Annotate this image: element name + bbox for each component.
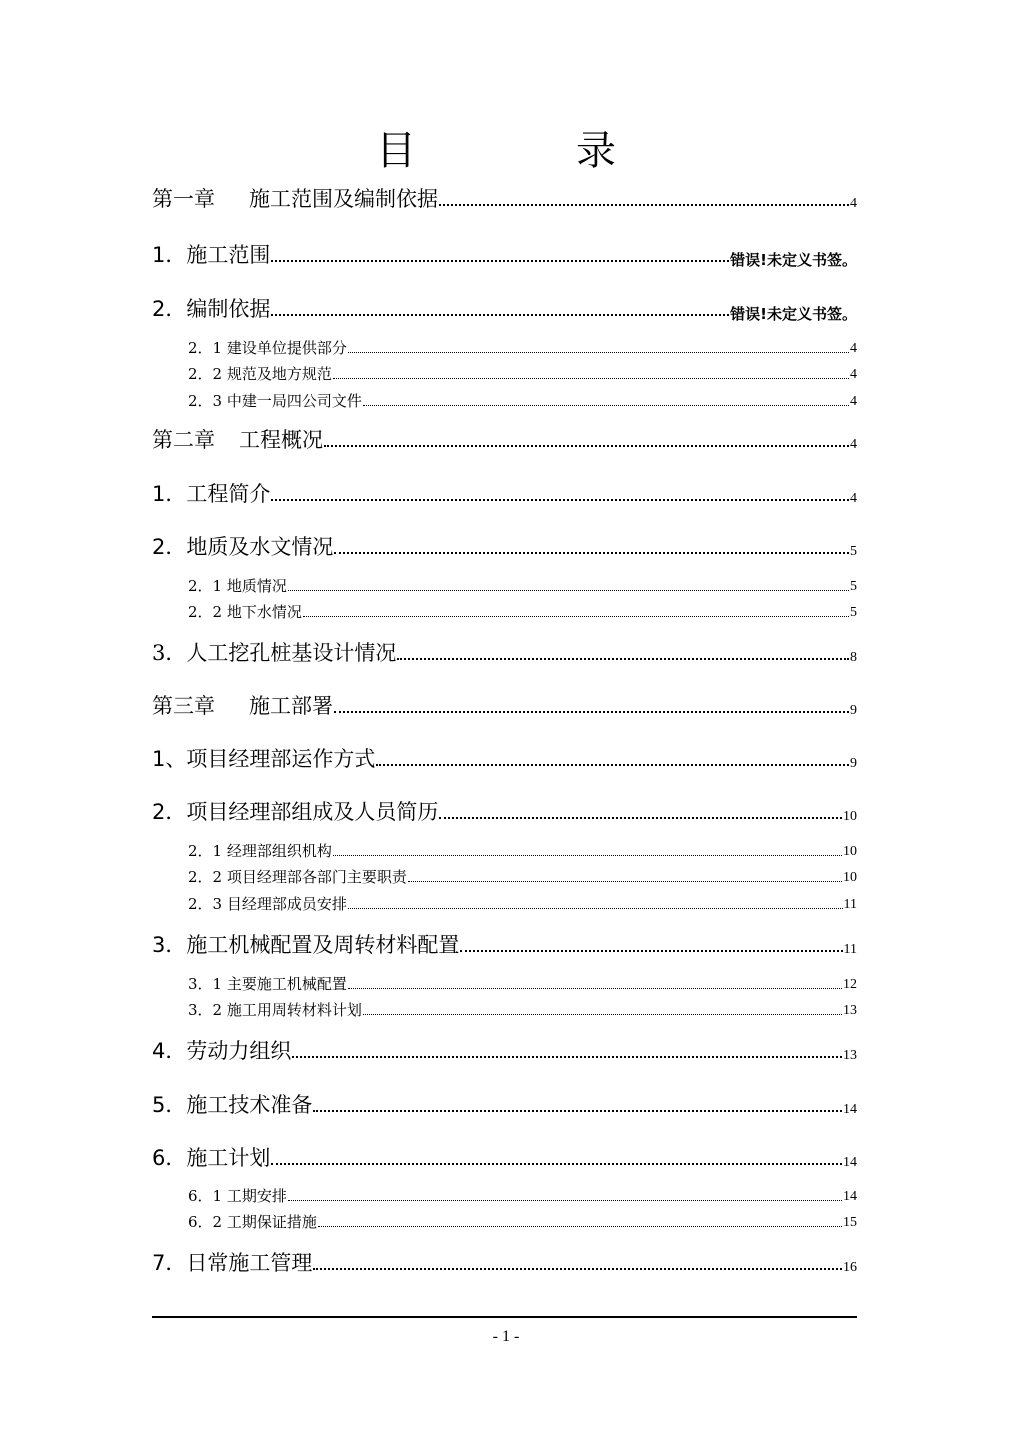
toc-entry-page: 13	[843, 1048, 857, 1063]
toc-entry-label: 7．日常施工管理	[152, 1251, 313, 1275]
toc-entry-section[interactable]	[152, 242, 857, 268]
dot-leader	[271, 1163, 842, 1165]
toc-entry-section[interactable]	[152, 1092, 857, 1118]
toc-entry-section[interactable]	[152, 640, 857, 666]
toc-entry-subsection[interactable]	[188, 577, 857, 595]
toc-entry-label: 2．1 经理部组织机构	[188, 842, 332, 860]
dot-leader	[334, 552, 849, 554]
toc-entry-page: 错误!未定义书签。	[730, 305, 857, 323]
toc-entry-subsection[interactable]	[188, 895, 857, 913]
toc-entry-label: 6．1 工期安排	[188, 1187, 287, 1205]
dot-leader	[303, 616, 849, 617]
dot-leader	[333, 855, 842, 856]
toc-entry-label: 第三章 施工部署	[152, 694, 333, 718]
toc-entry-subsection[interactable]	[188, 975, 857, 993]
dot-leader	[313, 1110, 842, 1112]
toc-entry-page: 13	[843, 1003, 857, 1018]
dot-leader	[439, 817, 842, 819]
dot-leader	[313, 1268, 842, 1270]
toc-entry-page: 4	[850, 394, 857, 409]
toc-entry-label: 5．施工技术准备	[152, 1093, 313, 1117]
dot-leader	[363, 405, 849, 406]
toc-entry-section[interactable]	[152, 746, 857, 772]
dot-leader	[288, 590, 849, 591]
toc-entry-subsection[interactable]	[188, 868, 857, 886]
toc-entry-page: 错误!未定义书签。	[730, 251, 857, 269]
toc-entry-page: 11	[843, 897, 857, 912]
toc-entry-page: 10	[843, 870, 857, 885]
toc-entry-page: 14	[843, 1189, 857, 1204]
toc-entry-chapter-2[interactable]	[152, 427, 857, 453]
dot-leader	[348, 352, 849, 353]
toc-entry-subsection[interactable]	[188, 365, 857, 383]
toc-entry-chapter-1[interactable]	[152, 186, 857, 212]
toc-entry-label: 4．劳动力组织	[152, 1039, 292, 1063]
toc-entry-label: 2．编制依据	[152, 297, 271, 321]
dot-leader	[292, 1056, 842, 1058]
toc-entry-label: 2．1 地质情况	[188, 577, 287, 595]
toc-entry-label: 6．2 工期保证措施	[188, 1213, 317, 1231]
toc-entry-page: 5	[850, 544, 857, 559]
toc-entry-subsection[interactable]	[188, 1213, 857, 1231]
toc-entry-section[interactable]	[152, 1145, 857, 1171]
dot-leader	[439, 204, 849, 206]
toc-entry-subsection[interactable]	[188, 1187, 857, 1205]
toc-entry-subsection[interactable]	[188, 339, 857, 357]
dot-leader	[333, 378, 849, 379]
toc-entry-section[interactable]	[152, 1038, 857, 1064]
toc-entry-label: 3．2 施工用周转材料计划	[188, 1001, 362, 1019]
toc-entry-section[interactable]	[152, 932, 857, 958]
toc-entry-label: 2．2 规范及地方规范	[188, 365, 332, 383]
toc-entry-page: 4	[850, 437, 857, 452]
toc-entry-section[interactable]	[152, 296, 857, 322]
toc-entry-label: 第二章 工程概况	[152, 428, 323, 452]
toc-entry-subsection[interactable]	[188, 392, 857, 410]
toc-entry-page: 11	[843, 942, 857, 957]
toc-entry-label: 2．2 地下水情况	[188, 603, 302, 621]
toc-entry-label: 1．工程简介	[152, 482, 271, 506]
toc-entry-section[interactable]	[152, 799, 857, 825]
toc-entry-page: 10	[843, 809, 857, 824]
toc-entry-label: 2．3 目经理部成员安排	[188, 895, 347, 913]
toc-entry-label: 3．1 主要施工机械配置	[188, 975, 347, 993]
dot-leader	[460, 950, 842, 952]
toc-entry-section[interactable]	[152, 481, 857, 507]
toc-entry-label: 第一章 施工范围及编制依据	[152, 187, 438, 211]
toc-entry-label: 2．2 项目经理部各部门主要职责	[188, 868, 407, 886]
dot-leader	[318, 1226, 842, 1227]
dot-leader	[348, 908, 843, 909]
dot-leader	[376, 764, 849, 766]
toc-entry-label: 2．1 建设单位提供部分	[188, 339, 347, 357]
toc-entry-label: 2．项目经理部组成及人员简历	[152, 800, 439, 824]
toc-entry-label: 2．地质及水文情况	[152, 535, 334, 559]
toc-entry-section[interactable]	[152, 1250, 857, 1276]
dot-leader	[271, 499, 849, 501]
toc-entry-page: 9	[850, 703, 857, 718]
toc-entry-subsection[interactable]	[188, 1001, 857, 1019]
toc-entry-chapter-3[interactable]	[152, 693, 857, 719]
footer-rule	[152, 1316, 857, 1318]
toc-entry-page: 10	[843, 844, 857, 859]
toc-entry-page: 5	[850, 579, 857, 594]
toc-entry-page: 9	[850, 756, 857, 771]
dot-leader	[408, 881, 842, 882]
toc-entry-page: 14	[843, 1155, 857, 1170]
toc-entry-page: 4	[850, 196, 857, 211]
toc-entry-page: 4	[850, 341, 857, 356]
page-number: - 1 -	[492, 1328, 520, 1345]
toc-entry-page: 12	[843, 977, 857, 992]
dot-leader	[348, 988, 842, 989]
toc-entry-page: 4	[850, 491, 857, 506]
toc-entry-subsection[interactable]	[188, 603, 857, 621]
toc-entry-page: 5	[850, 605, 857, 620]
toc-entry-subsection[interactable]	[188, 842, 857, 860]
toc-entry-label: 2．3 中建一局四公司文件	[188, 392, 362, 410]
dot-leader	[324, 445, 849, 447]
toc-entry-page: 15	[843, 1215, 857, 1230]
toc-entry-label: 1、项目经理部运作方式	[152, 747, 376, 771]
dot-leader	[334, 711, 849, 713]
toc-entry-page: 16	[843, 1260, 857, 1275]
dot-leader	[288, 1200, 842, 1201]
toc-entry-label: 3．人工挖孔桩基设计情况	[152, 641, 397, 665]
toc-entry-label: 6．施工计划	[152, 1146, 271, 1170]
toc-entry-page: 8	[850, 650, 857, 665]
dot-leader	[271, 260, 729, 262]
dot-leader	[397, 658, 849, 660]
toc-entry-label: 3．施工机械配置及周转材料配置	[152, 933, 460, 957]
dot-leader	[363, 1014, 842, 1015]
toc-entry-section[interactable]	[152, 534, 857, 560]
toc-entry-page: 4	[850, 367, 857, 382]
toc-entry-page: 14	[843, 1102, 857, 1117]
toc-entry-label: 1．施工范围	[152, 243, 271, 267]
toc-title: 目 录	[376, 128, 676, 174]
dot-leader	[271, 314, 729, 316]
